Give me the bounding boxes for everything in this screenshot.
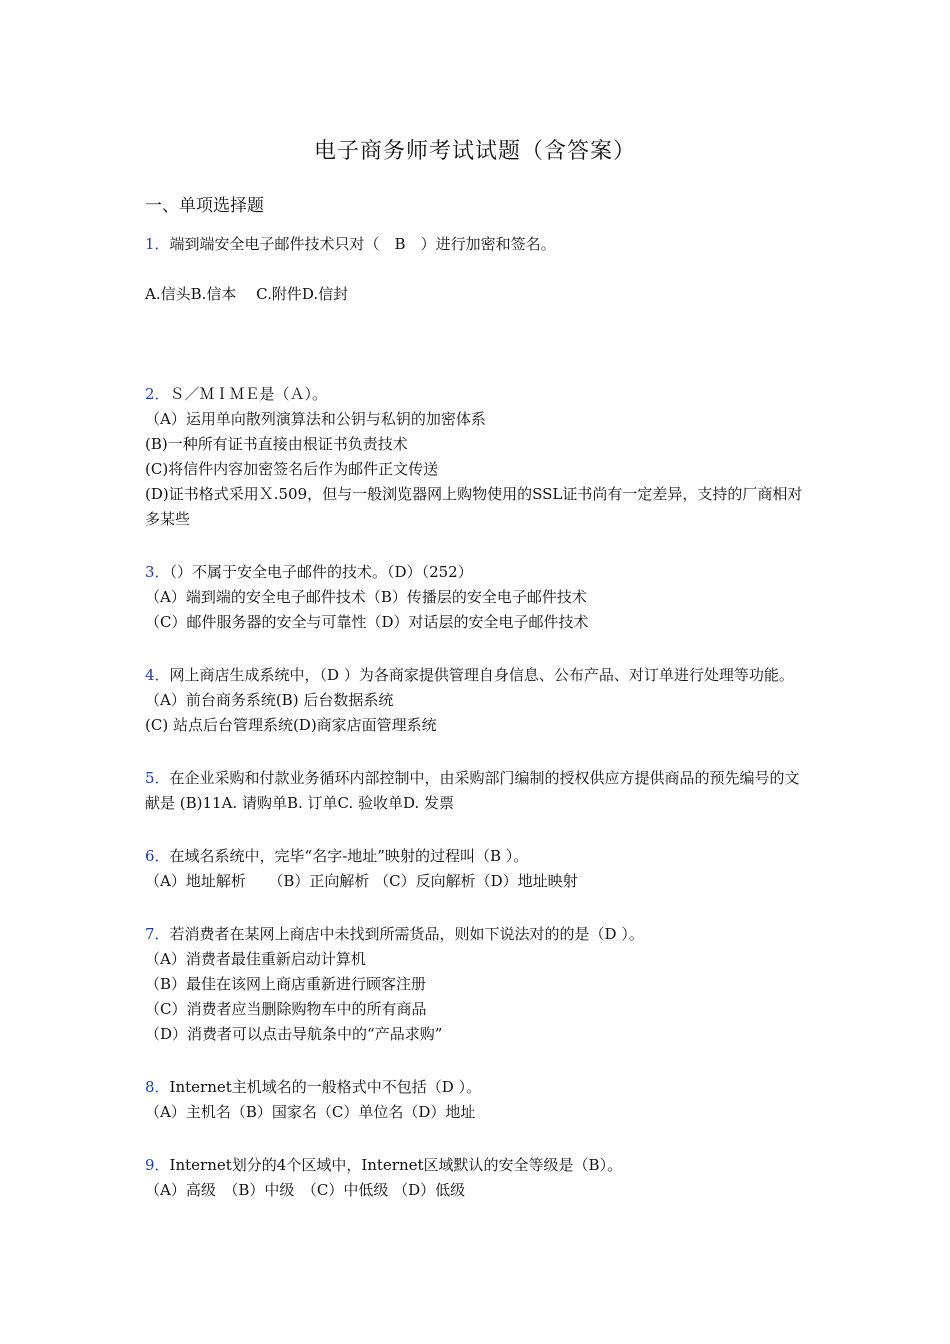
question-number: 6． <box>145 847 170 865</box>
question-option: (D)证书格式采用Ｘ.509，但与一般浏览器网上购物使用的SSL证书尚有一定差异，支持的厂商相对多某些 <box>145 485 803 528</box>
question-stem: 3．（）不属于安全电子邮件的技术。（D）（252） <box>145 563 473 581</box>
question-stem: 9．Internet划分的4个区域中，Internet区域默认的安全等级是（B）。 <box>145 1156 623 1174</box>
question-option: （C）邮件服务器的安全与可靠性（D）对话层的安全电子邮件技术 <box>145 613 589 631</box>
question-4 <box>145 663 810 738</box>
question-option: （A）运用单向散列演算法和公钥与私钥的加密体系 <box>145 410 486 428</box>
question-stem: 1．端到端安全电子邮件技术只对（ B ）进行加密和签名。 <box>145 235 556 253</box>
question-number: 9． <box>145 1156 170 1174</box>
question-stem: 4．网上商店生成系统中，（D ）为各商家提供管理自身信息、公布产品、对订单进行处理等功能。 <box>145 666 794 684</box>
question-number: 4． <box>145 666 170 684</box>
question-option: （C）消费者应当删除购物车中的所有商品 <box>145 1000 427 1018</box>
question-option: （A）端到端的安全电子邮件技术（B）传播层的安全电子邮件技术 <box>145 588 587 606</box>
question-5 <box>145 766 810 816</box>
section-heading: 一、单项选择题 <box>145 196 264 216</box>
question-option: (B)一种所有证书直接由根证书负责技术 <box>145 435 408 453</box>
question-7 <box>145 922 810 1047</box>
question-8 <box>145 1075 810 1125</box>
question-option: （A）主机名（B）国家名（C）单位名（D）地址 <box>145 1103 476 1121</box>
question-number: 8． <box>145 1078 170 1096</box>
question-stem: 8．Internet主机域名的一般格式中不包括（D ）。 <box>145 1078 482 1096</box>
document-title: 电子商务师考试试题（含答案） <box>313 139 636 164</box>
question-3 <box>145 560 810 635</box>
question-1 <box>145 232 810 307</box>
question-6 <box>145 844 810 894</box>
question-number: 7． <box>145 925 170 943</box>
question-option: （D）消费者可以点击导航条中的“产品求购” <box>145 1025 443 1043</box>
question-number: 3． <box>145 563 170 581</box>
question-stem: 5．在企业采购和付款业务循环内部控制中，由采购部门编制的授权供应方提供商品的预先编号的文献是 (B)11A. 请购单B. 订单C. 验收单D. 发票 <box>145 769 800 812</box>
question-number: 1． <box>145 235 170 253</box>
question-list <box>145 232 810 1203</box>
question-option: （A）高级 （B）中级 （C）中低级 （D）低级 <box>145 1181 466 1199</box>
question-option: (C)将信件内容加密签名后作为邮件正文传送 <box>145 460 439 478</box>
question-option: （B）最佳在该网上商店重新进行顾客注册 <box>145 975 427 993</box>
question-stem: 2．Ｓ／ＭＩＭＥ是（Ａ）。 <box>145 385 328 403</box>
question-9 <box>145 1153 810 1203</box>
question-option: （A）前台商务系统(B) 后台数据系统 <box>145 691 394 709</box>
question-option: （A）消费者最佳重新启动计算机 <box>145 950 366 968</box>
question-stem: 6．在域名系统中，完毕“名字-地址”映射的过程叫（B ）。 <box>145 847 529 865</box>
question-option: （A）地址解析 （B）正向解析 （C）反向解析（D）地址映射 <box>145 872 578 890</box>
question-number: 2． <box>145 385 170 403</box>
question-stem: 7．若消费者在某网上商店中未找到所需货品，则如下说法对的的是（D ）。 <box>145 925 644 943</box>
question-option: (C) 站点后台管理系统(D)商家店面管理系统 <box>145 716 437 734</box>
question-number: 5． <box>145 769 170 787</box>
question-option: A.信头B.信本 C.附件D.信封 <box>145 285 349 303</box>
question-2 <box>145 382 810 532</box>
